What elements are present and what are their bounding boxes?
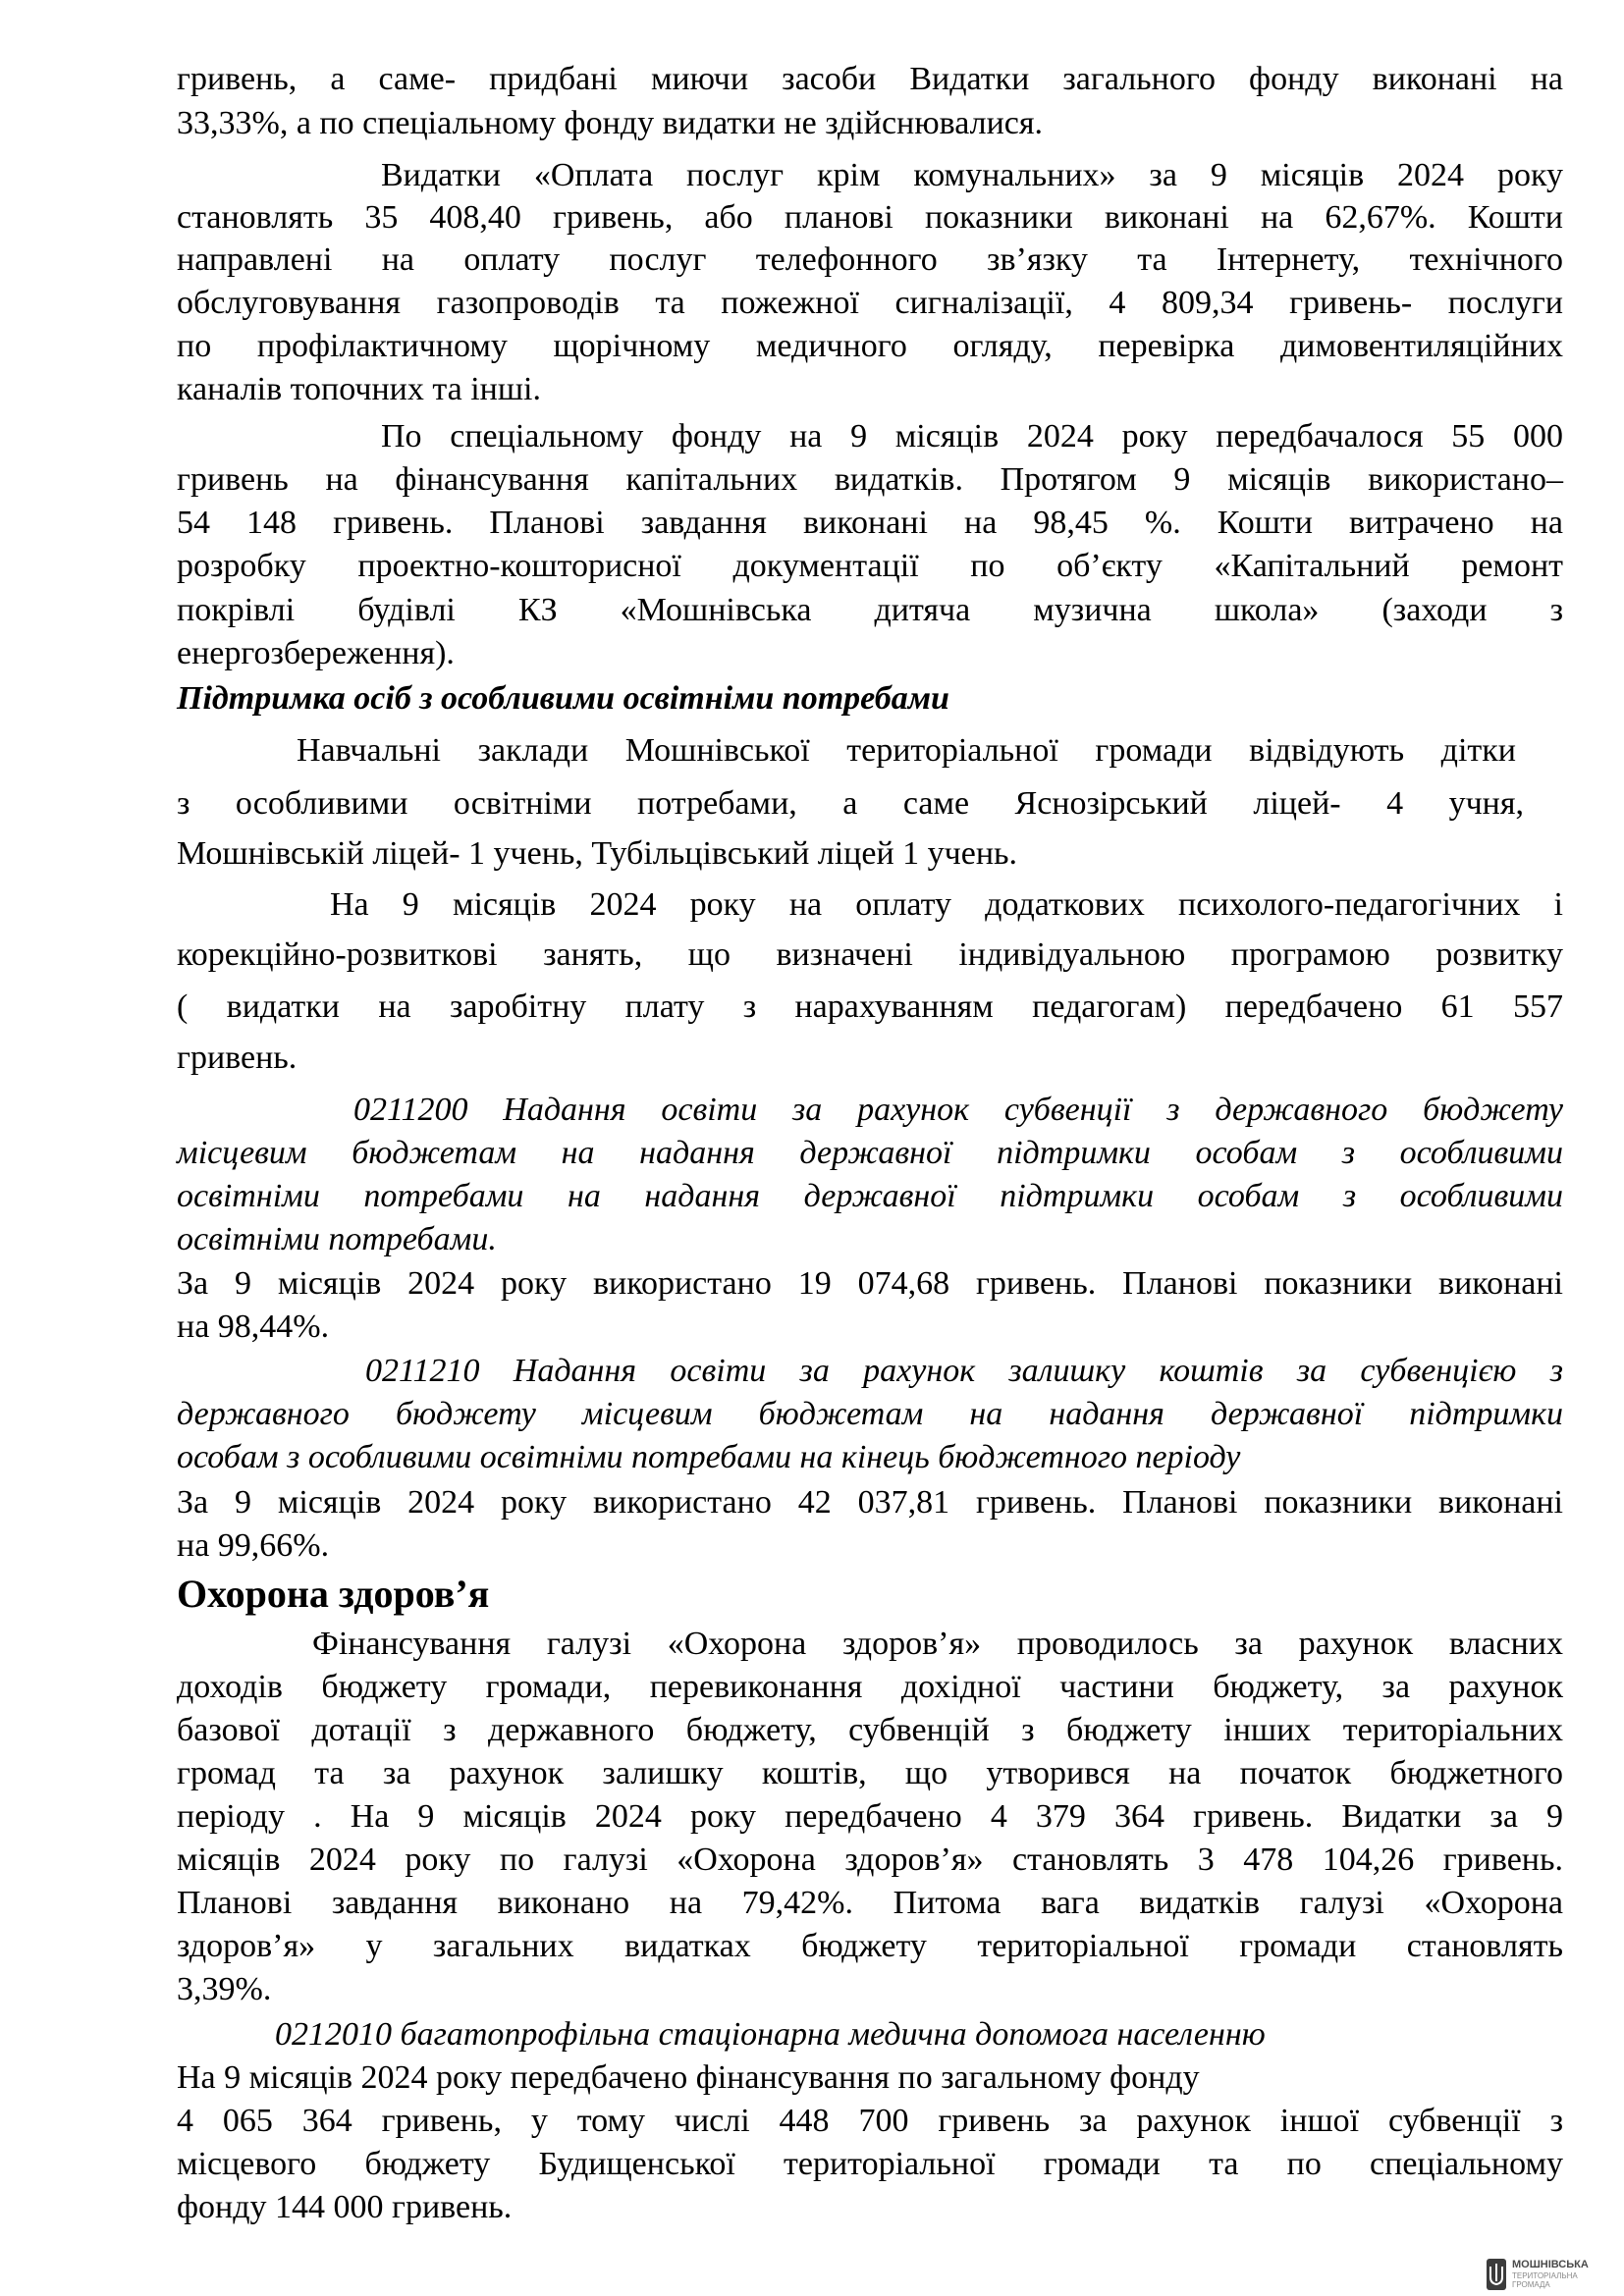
- paragraph-line: Фінансування галузі «Охорона здоров’я» проводилось за рахунок власних: [312, 1626, 1563, 1662]
- budget-program-title: 0212010 багатопрофільна стаціонарна медична допомога населенню: [275, 2016, 1266, 2053]
- community-logo: [1486, 2258, 1596, 2291]
- paragraph-line: 33,33%, а по спеціальному фонду видатки не здійснювалися.: [177, 105, 1044, 141]
- paragraph-line: покрівлі будівлі КЗ «Мошнівська дитяча музична школа» (заходи з: [177, 592, 1563, 628]
- section-heading: Підтримка осіб з особливими освітніми потребами: [177, 680, 949, 717]
- section-heading: Охорона здоров’я: [177, 1572, 490, 1616]
- paragraph-line: на 99,66%.: [177, 1527, 330, 1564]
- paragraph-line: місяців 2024 року по галузі «Охорона здоров’я» становлять 3 478 104,26 гривень.: [177, 1842, 1563, 1878]
- paragraph-line: ( видатки на заробітну плату з нарахуванням педагогам) передбачено 61 557: [177, 988, 1563, 1025]
- trident-emblem-icon: [1486, 2258, 1507, 2291]
- paragraph-line: каналів топочних та інші.: [177, 371, 541, 407]
- paragraph-line: здоров’я» у загальних видатках бюджету територіальної громади становлять: [177, 1928, 1563, 1964]
- paragraph-line: обслуговування газопроводів та пожежної сигналізації, 4 809,34 гривень- послуги: [177, 285, 1563, 321]
- paragraph-line: фонду 144 000 гривень.: [177, 2189, 513, 2225]
- paragraph-line: Планові завдання виконано на 79,42%. Питома вага видатків галузі «Охорона: [177, 1885, 1563, 1921]
- budget-program-title: освітніми потребами.: [177, 1221, 497, 1257]
- paragraph-line: По спеціальному фонду на 9 місяців 2024 року передбачалося 55 000: [381, 418, 1563, 454]
- paragraph-line: корекційно-розвиткові занять, що визначені індивідуальною програмою розвитку: [177, 936, 1563, 973]
- paragraph-line: Навчальні заклади Мошнівської територіальної громади відвідують дітки: [297, 732, 1516, 769]
- paragraph-line: з особливими освітніми потребами, а саме Яснозірський ліцей- 4 учня,: [177, 785, 1524, 822]
- paragraph-line: доходів бюджету громади, перевиконання дохідної частини бюджету, за рахунок: [177, 1669, 1563, 1705]
- paragraph-line: 54 148 гривень. Планові завдання виконані на 98,45 %. Кошти витрачено на: [177, 505, 1563, 541]
- paragraph-line: 3,39%.: [177, 1971, 272, 2007]
- paragraph-line: гривень на фінансування капітальних видатків. Протягом 9 місяців використано–: [177, 461, 1563, 498]
- paragraph-line: базової дотації з державного бюджету, субвенцій з бюджету інших територіальних: [177, 1712, 1563, 1748]
- logo-subtitle: ТЕРИТОРІАЛЬНА: [1512, 2271, 1578, 2280]
- paragraph-line: періоду . На 9 місяців 2024 року передбачено 4 379 364 гривень. Видатки за 9: [177, 1798, 1563, 1835]
- budget-program-title: особам з особливими освітніми потребами на кінець бюджетного періоду: [177, 1439, 1241, 1475]
- logo-title: МОШНІВСЬКА: [1512, 2259, 1589, 2270]
- paragraph-line: гривень, а саме- придбані миючи засоби Видатки загального фонду виконані на: [177, 61, 1563, 97]
- budget-program-title: освітніми потребами на надання державної підтримки особам з особливими: [177, 1178, 1563, 1214]
- paragraph-line: Мошнівській ліцей- 1 учень, Тубільцівський ліцей 1 учень.: [177, 835, 1018, 872]
- budget-program-title: місцевим бюджетам на надання державної підтримки особам з особливими: [177, 1135, 1563, 1171]
- paragraph-line: енергозбереження).: [177, 635, 455, 671]
- paragraph-line: На 9 місяців 2024 року на оплату додаткових психолого-педагогічних і: [330, 886, 1563, 923]
- paragraph-line: по профілактичному щорічному медичного огляду, перевірка димовентиляційних: [177, 328, 1563, 364]
- logo-subtitle: ГРОМАДА: [1512, 2280, 1550, 2289]
- paragraph-line: розробку проектно-кошторисної документації по об’єкту «Капітальний ремонт: [177, 548, 1563, 584]
- paragraph-line: За 9 місяців 2024 року використано 42 037,81 гривень. Планові показники виконані: [177, 1484, 1563, 1521]
- paragraph-line: На 9 місяців 2024 року передбачено фінансування по загальному фонду: [177, 2059, 1200, 2096]
- paragraph-line: направлені на оплату послуг телефонного зв’язку та Інтернету, технічного: [177, 241, 1563, 278]
- budget-program-title: державного бюджету місцевим бюджетам на надання державної підтримки: [177, 1396, 1563, 1432]
- paragraph-line: За 9 місяців 2024 року використано 19 074,68 гривень. Планові показники виконані: [177, 1265, 1563, 1302]
- paragraph-line: гривень.: [177, 1040, 298, 1076]
- paragraph-line: становлять 35 408,40 гривень, або планові показники виконані на 62,67%. Кошти: [177, 199, 1563, 236]
- paragraph-line: Видатки «Оплата послуг крім комунальних» за 9 місяців 2024 року: [381, 157, 1563, 193]
- paragraph-line: місцевого бюджету Будищенської територіальної громади та по спеціальному: [177, 2146, 1563, 2182]
- paragraph-line: 4 065 364 гривень, у тому числі 448 700 гривень за рахунок іншої субвенції з: [177, 2103, 1563, 2139]
- budget-program-title: 0211200 Надання освіти за рахунок субвенції з державного бюджету: [353, 1092, 1563, 1128]
- budget-program-title: 0211210 Надання освіти за рахунок залишку коштів за субвенцією з: [365, 1353, 1563, 1389]
- paragraph-line: громад та за рахунок залишку коштів, що утворився на початок бюджетного: [177, 1755, 1563, 1791]
- paragraph-line: на 98,44%.: [177, 1308, 330, 1345]
